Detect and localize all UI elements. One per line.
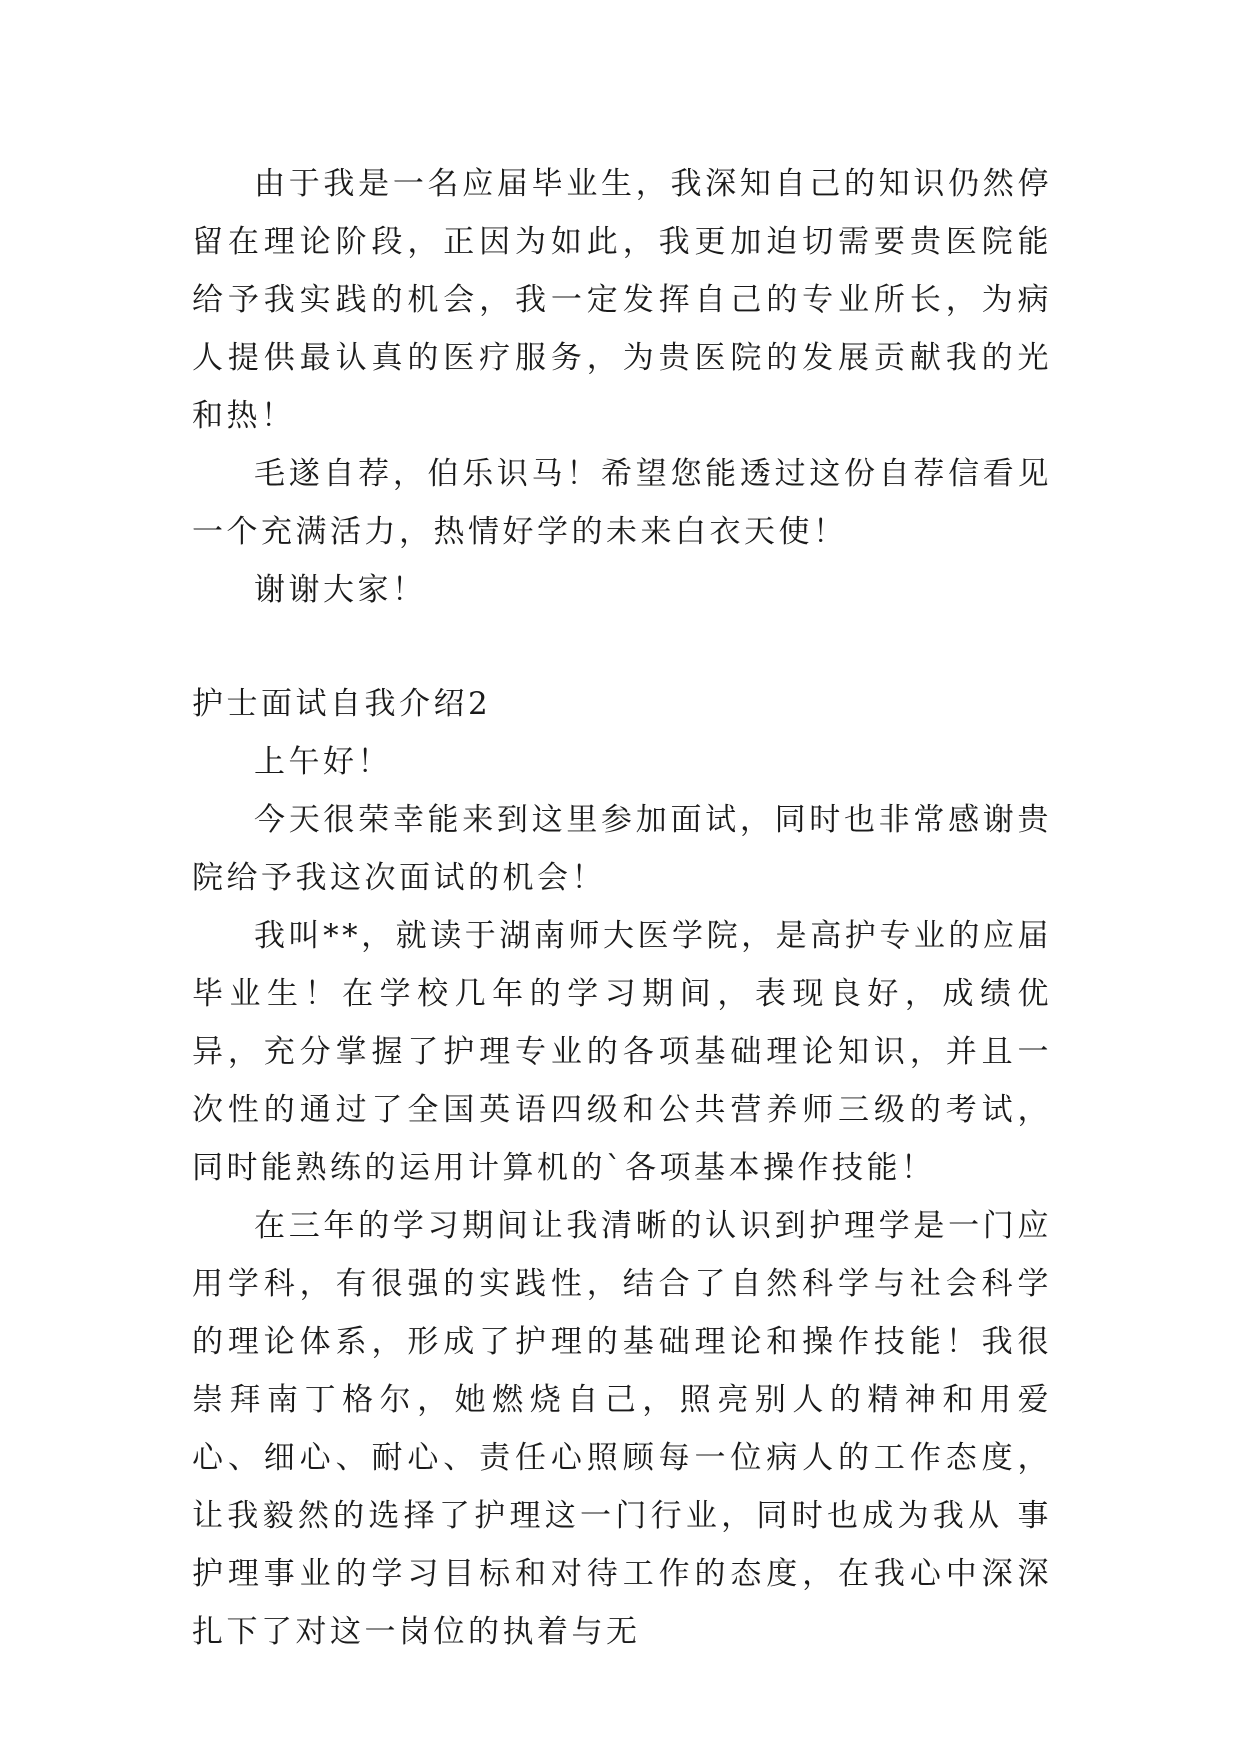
paragraph-self-recommend: 毛遂自荐，伯乐识马！希望您能透过这份自荐信看见一个充满活力，热情好学的未来白衣天使！ [192,456,1052,550]
paragraph-greeting: 上午好！ [254,744,392,780]
paragraph-introduction: 我叫**，就读于湖南师大医学院，是高护专业的应届毕业生！在学校几年的学习期间，表现良好，成绩优异，充分掌握了护理专业的各项基础理论知识，并且一次性的通过了全国英语四级和公共营养师三级的考试，同时能熟练的运用计算机的`各项基本操作技能！ [192,918,1052,1186]
paragraph-thanks: 谢谢大家！ [254,572,427,608]
paragraph-study-period: 在三年的学习期间让我清晰的认识到护理学是一门应用学科，有很强的实践性，结合了自然科学与社会科学的理论体系，形成了护理的基础理论和操作技能！我很 崇拜南丁格尔，她燃烧自己，照亮别人的精神和用爱心、细心、耐心、责任心照顾每一位病人的工作态度，让我毅然的选择了护理这一门行业，同时也成为我从 事护理事业的学习目标和对待工作的态度，在我心中深深扎下了对这一岗位的执着与无 [192,1208,1052,1650]
section-title: 护士面试自我介绍2 [192,686,492,722]
document-body [192,155,1052,1661]
section-gap [192,619,1052,675]
paragraph-graduate: 由于我是一名应届毕业生，我深知自己的知识仍然停留在理论阶段，正因为如此，我更加迫切需要贵医院能给予我实践的机会，我一定发挥自己的专业所长，为病人提供最认真的医疗服务，为贵医院的发展贡献我的光和热！ [192,166,1052,434]
paragraph-honored: 今天很荣幸能来到这里参加面试，同时也非常感谢贵院给予我这次面试的机会！ [192,802,1052,896]
